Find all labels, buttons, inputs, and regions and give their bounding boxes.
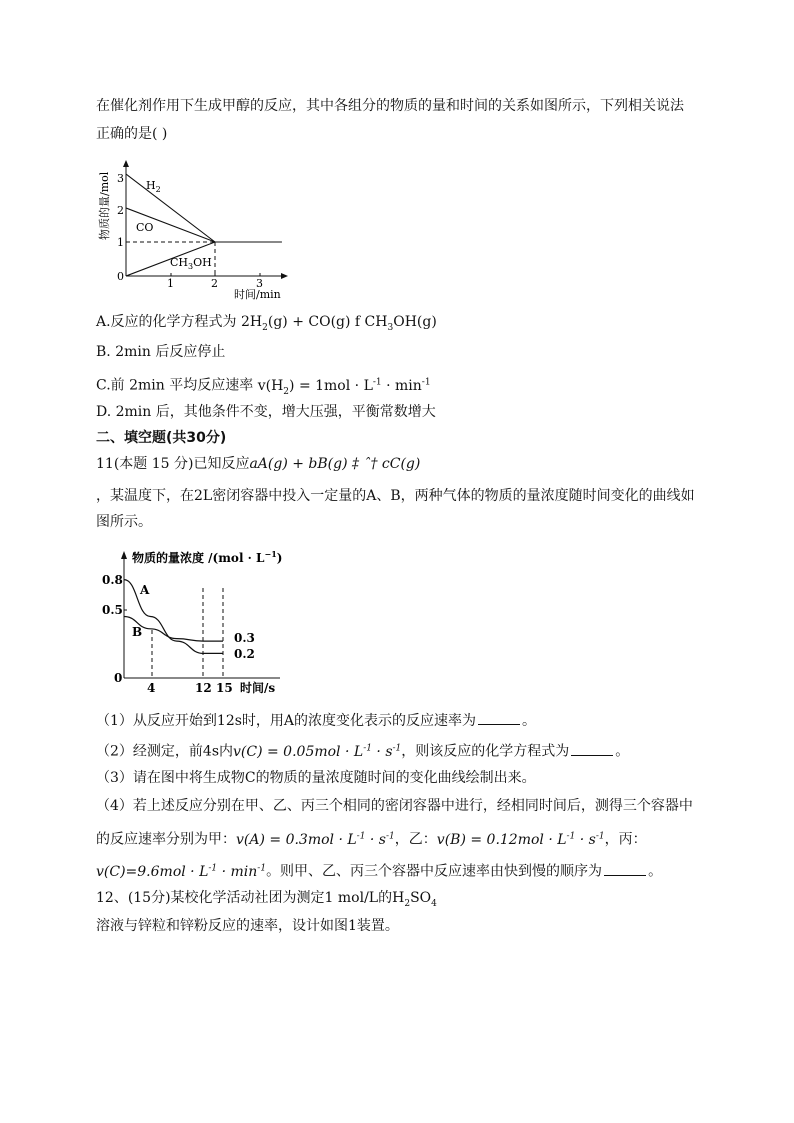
q11-y-axis-arrow	[121, 551, 127, 559]
q10-y-tick-3: 3	[117, 172, 124, 185]
q11-y-tick-0.8: 0.8	[102, 573, 123, 587]
answer-blank-2[interactable]	[571, 741, 613, 756]
section-heading: 二、填空题(共30分)	[96, 430, 227, 446]
q11-sub1: （1）从反应开始到12s时，用A的浓度变化表示的反应速率为 。	[96, 710, 536, 731]
q12-line1: 12、(15分)某校化学活动社团为测定1 mol/L的$H_2SO_4$	[96, 890, 437, 909]
q12-line2: 溶液与锌粒和锌粉反应的速率，设计如图1装置。	[96, 918, 399, 934]
q10-label-ch3oh: $CH_3OH$	[170, 256, 212, 271]
q10-option-d: D. 2min 后，其他条件不变，增大压强，平衡常数增大	[96, 404, 436, 420]
q10-option-b: B. 2min 后反应停止	[96, 344, 226, 360]
q11-series-group	[124, 580, 223, 654]
q10-y-tick-0: 0	[117, 270, 124, 283]
q11-x-tick-4: 4	[147, 681, 156, 695]
q10-y-tick-1: 1	[117, 236, 124, 249]
q10-x-tick-1: 1	[167, 277, 174, 290]
answer-blank-1[interactable]	[478, 710, 520, 725]
q11-sub4-line1: （4）若上述反应分别在甲、乙、丙三个相同的密闭容器中进行，经相同时间后，测得三个容器中	[96, 798, 693, 814]
q11-series-label-a: A	[140, 583, 150, 597]
q11-stem-line2: ，某温度下，在2L密闭容器中投入一定量的A、B，两种气体的物质的量浓度随时间变化的曲线如	[96, 488, 695, 504]
q10-y-axis-arrow	[123, 160, 129, 167]
answer-blank-3[interactable]	[604, 861, 646, 876]
q10-y-label: 物质的量/mol	[98, 171, 111, 240]
q11-y-label: 物质的量浓度 $/(mol \cdot L^{-1})$	[132, 549, 283, 565]
q11-stem-line3: 图所示。	[96, 514, 152, 530]
q10-stem-line2: 正确的是( )	[96, 126, 168, 142]
q11-series-label-b: B	[132, 625, 143, 639]
q11-x-tick-15: 15	[216, 681, 233, 695]
q10-x-axis-arrow	[281, 273, 288, 279]
q11-x-label: 时间/s	[240, 681, 276, 695]
q11-stem-line1: 11(本题 15 分)已知反应aA(g) + bB(g) ‡ ˆ† cC(g)	[96, 456, 421, 472]
q10-x-tick-3: 3	[256, 277, 263, 290]
q11-sub4-line3: $v(C)=9.6mol \cdot L^{-1} \cdot \min^{-1}$。则甲、乙、丙三个容器中反应速率由快到慢的顺序为 。	[96, 858, 662, 882]
q11-y-tick-0: 0	[114, 671, 123, 685]
q11-y-tick-0.5: 0.5	[102, 603, 123, 617]
q11-series-curve-0	[124, 580, 223, 654]
q10-y-tick-2: 2	[117, 204, 124, 217]
q11-end-label-0.3: 0.3	[234, 631, 255, 645]
q11-x-tick-12: 12	[195, 681, 212, 695]
q10-figure	[96, 158, 296, 304]
q10-label-co: CO	[136, 221, 154, 234]
q10-option-c: C.前 2min 平均反应速率 $v(H_2) = 1mol \cdot L^{-1} \cdot \min^{-1}$	[96, 377, 431, 397]
q10-label-h2: $H_2$	[146, 179, 161, 194]
q10-option-a: A.反应的化学方程式为 $2H_2(g) + CO(g)$ f $CH_3OH(g)$	[96, 314, 437, 333]
q11-figure	[100, 548, 300, 698]
q11-sub2: （2）经测定，前4s内$v(C) = 0.05mol \cdot L^{-1} \cdot s^{-1}$，则该反应的化学方程式为 。	[96, 738, 629, 762]
q10-x-label: 时间/min	[234, 288, 281, 301]
q10-x-tick-2: 2	[211, 277, 218, 290]
q10-stem-line1: 在催化剂作用下生成甲醇的反应，其中各组分的物质的量和时间的关系如图所示，下列相关说法	[96, 98, 684, 114]
q11-sub4-line2: 的反应速率分别为甲：$v(A) = 0.3mol \cdot L^{-1} \cdot s^{-1}$，乙：$v(B) = 0.12mol \cdot L^{-1} \cdot s^{-1}$，丙：	[96, 831, 647, 848]
q11-sub3: （3）请在图中将生成物C的物质的量浓度随时间的变化曲线绘制出来。	[96, 770, 536, 786]
q11-end-label-0.2: 0.2	[234, 647, 255, 661]
